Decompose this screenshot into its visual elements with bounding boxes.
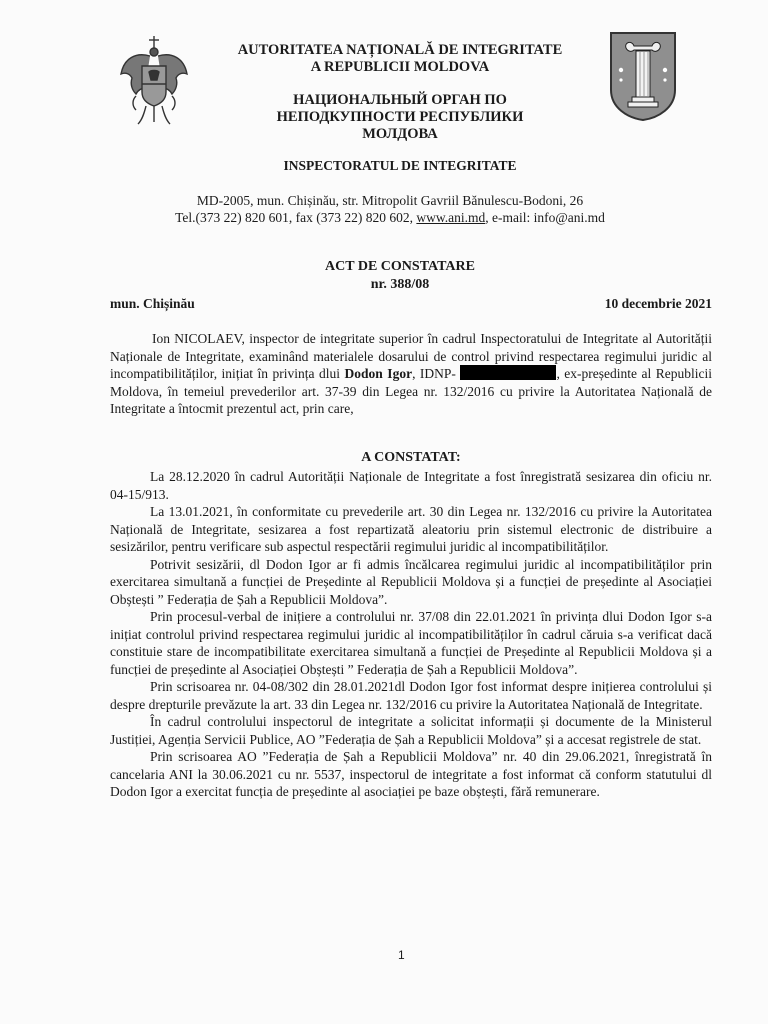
section-heading: A CONSTATAT: [361,450,461,465]
contact-block [110,192,670,226]
paragraph: În cadrul controlului inspectorul de integritate a solicitat informații și documente de la Ministerul Justiției, Agenția Servicii Publice, AO ”Federația de Șah a Republicii Moldova” și a accesat registrele de stat. [110,714,712,747]
intro-part-c: , ex-președinte al Republicii Moldova, în temeiul prevederilor art. 37-39 din Legea nr. 132/2016 cu privire la Autoritatea Națională de Integritate a întocmit prezentul act, prin care, [110,366,713,416]
intro-part-b: , IDNP- [412,366,456,381]
paragraph: La 28.12.2020 în cadrul Autorității Naționale de Integritate a fost înregistrată sesizarea din oficiu nr. 04-15/913. [110,469,712,502]
intro-paragraph [110,330,712,418]
phone-fax-text: Tel.(373 22) 820 601, fax (373 22) 820 602, [175,210,417,225]
act-city: mun. Chișinău [110,296,195,311]
organization-name-ro [200,42,600,76]
paragraph: Prin procesul-verbal de inițiere a controlului nr. 37/08 din 22.01.2021 în privința dlui Dodon Igor s-a inițiat controlul privind respectarea regimului juridic al incompatibilităților în cadrul căruia s-a verificat dacă constituie stare de incompatibilitate exercitarea simultană a funcției de Președinte al Republicii Moldova și a funcției de președinte al Asociației Obștești ” Federația de Șah a Republicii Moldova”. [110,609,712,677]
department-name: INSPECTORATUL DE INTEGRITATE [283,158,517,173]
redacted-idnp-block [460,365,556,380]
paragraph: La 13.01.2021, în conformitate cu prevederile art. 30 din Legea nr. 132/2016 cu privire la Autoritatea Națională de Integritate, sesizarea a fost repartizată aleatoriu prin sistemul electronic de distribuire a sesizărilor, pentru verificare sub aspectul respectării regimului juridic al incompatibilităților. [110,504,712,554]
moldova-coat-of-arms-icon [118,34,190,128]
act-number: nr. 388/08 [370,277,430,292]
contacts-line [110,209,670,226]
ani-column-emblem-icon [608,30,678,122]
paragraph: Potrivit sesizării, dl Dodon Igor ar fi admis încălcarea regimului juridic al incompatibilităților prin exercitarea simultană a funcției de Președinte al Republicii Moldova și a funcției de președinte al Asociației Obștești ” Federația de Șah a Republicii Moldova”. [110,556,712,607]
website-link[interactable]: www.ani.md [416,210,486,225]
address-line: MD-2005, mun. Chișinău, str. Mitropolit Gavriil Bănulescu-Bodoni, 26 [196,193,584,208]
paragraph: Prin scrisoarea AO ”Federația de Șah a Republicii Moldova” nr. 40 din 29.06.2021, înregistrată în cancelaria ANI la 30.06.2021 cu nr. 5537, inspectorul de integritate a fost informat că conform statutului dl Dodon Igor a exercitat funcția de președinte al asociației pe baze obștești, fără remunerare. [110,749,712,799]
email-text: , e-mail: info@ani.md [485,210,605,225]
org-ro-line1: AUTORITATEA NAȚIONALĂ DE INTEGRITATE [237,42,563,58]
subject-name: Dodon Igor [344,366,413,381]
org-ru-line2: НЕПОДКУПНОСТИ РЕСПУБЛИКИ [276,109,524,125]
act-title-block [200,258,600,294]
act-date: 10 decembrie 2021 [604,296,712,311]
page-number: 1 [398,948,405,962]
findings-section [110,468,712,801]
org-ru-line3: МОЛДОВА [362,126,438,142]
paragraph: Prin scrisoarea nr. 04-08/302 din 28.01.2021dl Dodon Igor fost informat despre inițierea controlului și despre drepturile prevăzute la art. 33 din Legea nr. 132/2016 cu privire la Autoritatea Națională de Integritate. [110,679,712,712]
intro-part-a: Ion NICOLAEV, inspector de integritate superior în cadrul Inspectoratului de Integritate al Autorității Naționale de Integritate, examinând materialele dosarului de control privind respectarea regimului juridic al incompatibilităților, inițiat în privința dlui [110,331,712,381]
act-title: ACT DE CONSTATARE [325,259,475,274]
org-ru-line1: НАЦИОНАЛЬНЫЙ ОРГАН ПО [293,92,507,108]
organization-name-ru [200,92,600,143]
org-ro-line2: A REPUBLICII MOLDOVA [310,59,490,75]
intro-text [110,330,712,418]
